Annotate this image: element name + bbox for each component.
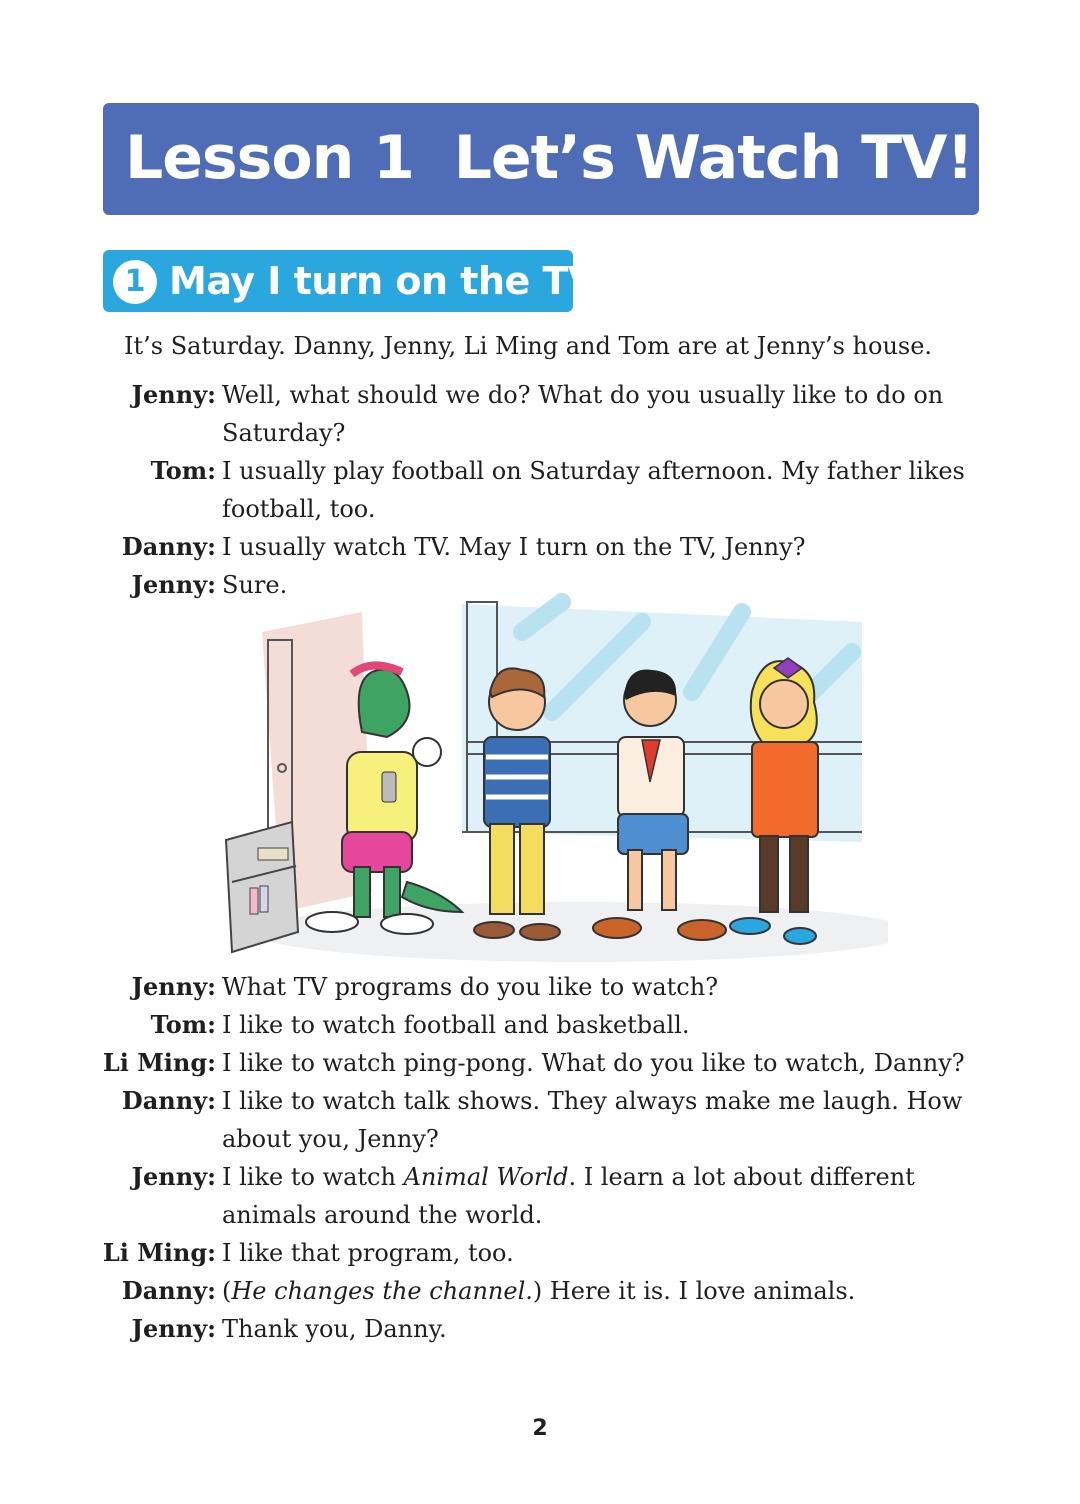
dialogue-line <box>0 1006 1080 1044</box>
speaker-name: Danny: <box>121 1086 216 1115</box>
speaker-name: Li Ming: <box>102 1238 216 1267</box>
speaker-name: Jenny: <box>131 380 216 409</box>
speech-text: What TV programs do you like to watch? <box>222 973 719 1001</box>
speech-text <box>222 1158 967 1234</box>
lesson-banner <box>103 103 979 215</box>
intro-text: It’s Saturday. Danny, Jenny, Li Ming and Tom are at Jenny’s house. <box>124 332 933 360</box>
page-number: 2 <box>532 1416 548 1441</box>
bookshelf <box>226 822 298 952</box>
speaker-name: Tom: <box>150 456 216 485</box>
speech-text: I like to watch talk shows. They always make me laugh. How about you, Jenny? <box>222 1087 963 1153</box>
speech-text: Sure. <box>222 571 288 599</box>
speaker-name: Danny: <box>121 532 216 561</box>
section-number: 1 <box>113 260 157 304</box>
stage-direction: He changes the channel. <box>231 1277 533 1305</box>
dialogue-line <box>0 968 1080 1006</box>
dialogue-line <box>0 1158 1080 1234</box>
speech-text-part: . I learn a lot about different animals around the world. <box>222 1163 915 1229</box>
speech-text-part: ) Here it is. I love animals. <box>532 1277 856 1305</box>
dialogue-line <box>0 1044 1080 1082</box>
speaker-name: Jenny: <box>131 1162 216 1191</box>
dialogue-line <box>0 1234 1080 1272</box>
speech-text: I like that program, too. <box>222 1239 514 1267</box>
dialogue-line <box>0 1272 1080 1310</box>
dialogue-line <box>0 452 1080 528</box>
speech-text: I usually watch TV. May I turn on the TV, Jenny? <box>222 533 806 561</box>
dialogue-line <box>0 376 1080 452</box>
speaker-name: Jenny: <box>131 972 216 1001</box>
dialogue-part-2 <box>0 968 1080 1348</box>
section-title: May I turn on the TV? <box>169 259 619 303</box>
dialogue-line <box>0 1082 1080 1158</box>
speech-text-part: ( <box>222 1277 232 1305</box>
speaker-name: Jenny: <box>131 1314 216 1343</box>
dialogue-part-1 <box>0 376 1080 604</box>
lesson-title: Lesson 1 Let’s Watch TV! <box>125 123 973 193</box>
speaker-name: Jenny: <box>131 570 216 599</box>
speech-text: I like to watch football and basketball. <box>222 1011 690 1039</box>
program-title: Animal World <box>403 1163 569 1191</box>
illustration-friends-watching-tv <box>222 592 888 970</box>
dialogue-line <box>0 1310 1080 1348</box>
speaker-name: Tom: <box>150 1010 216 1039</box>
speaker-name: Li Ming: <box>102 1048 216 1077</box>
speech-text: I like to watch ping-pong. What do you like to watch, Danny? <box>222 1049 965 1077</box>
speech-text: Well, what should we do? What do you usually like to do on Saturday? <box>222 381 944 447</box>
speech-text <box>222 1272 967 1310</box>
speech-text: I usually play football on Saturday afternoon. My father likes football, too. <box>222 457 965 523</box>
speaker-name: Danny: <box>121 1276 216 1305</box>
section-heading <box>103 250 619 312</box>
speech-text-part: I like to watch <box>222 1163 404 1191</box>
dialogue-line <box>0 528 1080 566</box>
speech-text: Thank you, Danny. <box>222 1315 447 1343</box>
